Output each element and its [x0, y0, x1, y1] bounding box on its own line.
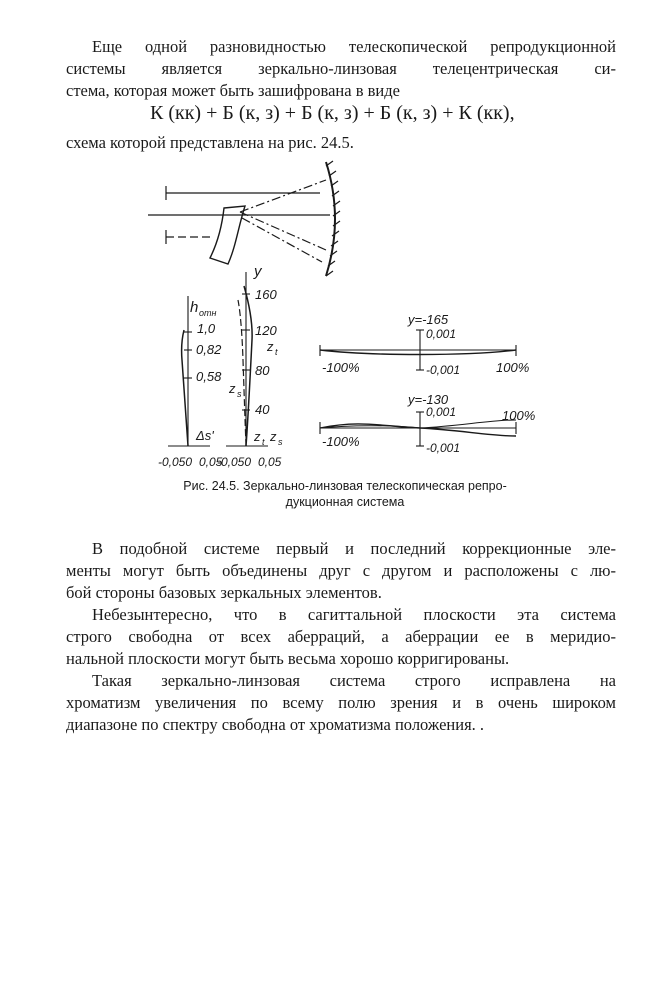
upper-bottom: -0,001 — [426, 363, 461, 377]
mid-axis-max: 0,05 — [258, 455, 282, 469]
lower-left: -100% — [322, 434, 360, 449]
intro-line-1: Еще одной разновидностью телескопической репродукционной — [92, 37, 616, 56]
optical-scheme — [148, 161, 340, 276]
zt-label: z — [267, 339, 274, 354]
bottom-z-sub-t: t — [262, 437, 265, 447]
h-axis-sub: отн — [199, 308, 217, 318]
y-tick-40: 40 — [255, 402, 270, 417]
zt-sub: t — [275, 347, 278, 357]
zs-sub: s — [237, 389, 242, 399]
lower-right: 100% — [502, 408, 536, 423]
figure-caption-line-2: дукционная система — [285, 495, 405, 509]
h-tick-1: 1,0 — [197, 321, 216, 336]
y-tick-120: 120 — [255, 323, 277, 338]
h-tick-082: 0,82 — [196, 342, 222, 357]
left-axis-max: 0,05 — [199, 455, 223, 469]
after-formula-line: схема которой представлена на рис. 24.5. — [66, 133, 354, 152]
paragraph-1-line-1: В подобной системе первый и последний коррекционные эле- — [92, 539, 616, 558]
lower-bottom: -0,001 — [426, 441, 461, 455]
paragraph-2-line-3: нальной плоскости могут быть весьма хорошо корригированы. — [66, 649, 510, 668]
h-tick-058: 0,58 — [196, 369, 222, 384]
paragraph-1-line-3: бой стороны базовых зеркальных элементов. — [66, 583, 382, 602]
bottom-z-sub-s: s — [278, 437, 283, 447]
paragraph-1-line-2: менты могут быть объединены друг с другом и расположены с лю- — [66, 561, 616, 580]
ds-label: Δs' — [196, 428, 214, 443]
intro-line-3: стема, которая может быть зашифрована в виде — [66, 81, 400, 100]
y-axis-label: y — [254, 263, 262, 280]
upper-y-label: y=-165 — [408, 312, 449, 327]
bottom-z-label: z — [254, 429, 261, 444]
lower-y-label: y=-130 — [408, 392, 449, 407]
paragraph-3-line-3: диапазоне по спектру свободна от хроматизма положения. . — [66, 715, 485, 734]
paragraph-3-line-2: хроматизм увеличения по всему полю зрения и в очень широком — [66, 693, 616, 712]
intro-line-2: системы является зеркально-линзовая телецентрическая си- — [66, 59, 616, 78]
figure-caption-line-1: Рис. 24.5. Зеркально-линзовая телескопическая репро- — [183, 479, 507, 493]
upper-left: -100% — [322, 360, 360, 375]
formula: К (кк) + Б (к, з) + Б (к, з) + Б (к, з) + К (кк), — [150, 102, 515, 124]
figure-24-5 — [0, 0, 646, 480]
y-tick-80: 80 — [255, 363, 270, 378]
upper-right: 100% — [496, 360, 530, 375]
lower-top: 0,001 — [426, 405, 457, 419]
upper-top: 0,001 — [426, 327, 457, 341]
left-axis-min: -0,050 — [158, 455, 193, 469]
h-axis-label: h — [190, 299, 199, 316]
y-tick-160: 160 — [255, 287, 277, 302]
mid-axis-min: -0,050 — [217, 455, 252, 469]
paragraph-2-line-1: Небезынтересно, что в сагиттальной плоскости эта система — [92, 605, 616, 624]
paragraph-3-line-1: Такая зеркально-линзовая система строго исправлена на — [92, 671, 616, 690]
zs-label: z — [229, 381, 236, 396]
paragraph-2-line-2: строго свободна от всех аберраций, а аберрации ее в меридио- — [66, 627, 616, 646]
bottom-z2-label: z — [270, 429, 277, 444]
